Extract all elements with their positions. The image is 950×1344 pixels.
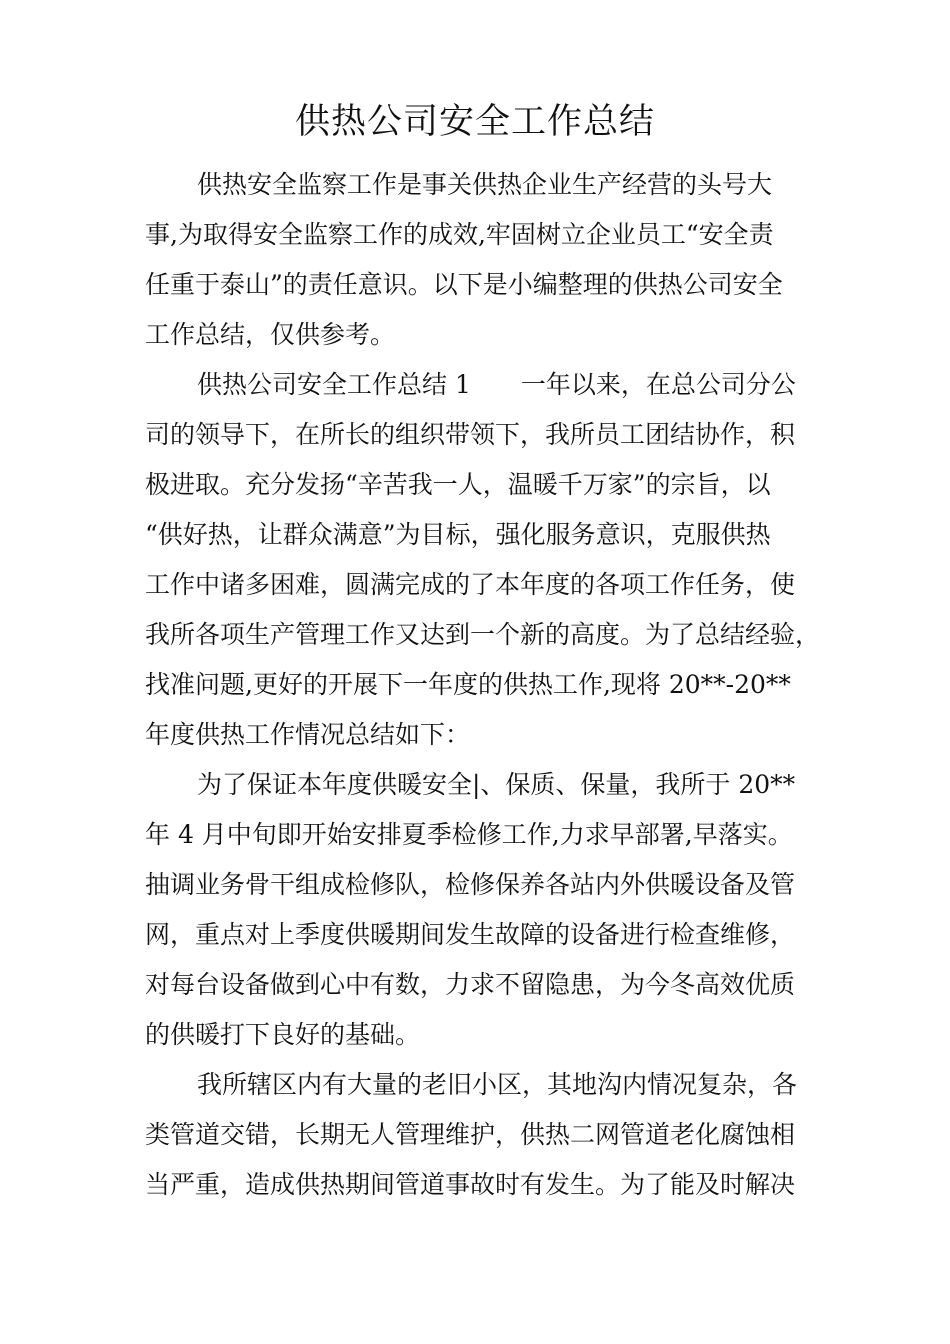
text-line xyxy=(145,360,835,410)
text-line: 司的领导下，在所长的组织带领下，我所员工团结协作，积 xyxy=(145,420,796,449)
text-line: 任重于泰山”的责任意识。以下是小编整理的供热公司安全 xyxy=(145,270,783,299)
text-line: 年度供热工作情况总结如下： xyxy=(145,720,471,749)
text-line: 抽调业务骨干组成检修队，检修保养各站内外供暖设备及管 xyxy=(145,870,796,899)
paragraph-maintenance xyxy=(145,760,835,1060)
text-line: “供好热，让群众满意”为目标，强化服务意识，克服供热 xyxy=(145,520,771,549)
paragraph-intro xyxy=(145,160,835,360)
text-line: 极进取。充分发扬“辛苦我一人，温暖千万家”的宗旨，以 xyxy=(145,470,771,499)
text-line: 事,为取得安全监察工作的成效,牢固树立企业员工“安全责 xyxy=(145,220,774,249)
paragraph-section-1 xyxy=(145,360,835,760)
text-line: 年 4 月中旬即开始安排夏季检修工作,力求早部署,早落实。 xyxy=(145,820,793,849)
text-line: 对每台设备做到心中有数，力求不留隐患，为今冬高效优质 xyxy=(145,970,796,999)
document-title: 供热公司安全工作总结 xyxy=(294,102,655,142)
text-line: 工作总结，仅供参考。 xyxy=(145,320,396,349)
text-line: 类管道交错，长期无人管理维护，供热二网管道老化腐蚀相 xyxy=(145,1120,796,1149)
text-line: 找准问题,更好的开展下一年度的供热工作,现将 20**-20** xyxy=(145,670,791,699)
text-line: 当严重，造成供热期间管道事故时有发生。为了能及时解决 xyxy=(145,1170,796,1199)
document-body xyxy=(145,160,835,1210)
text-line: 工作中诸多困难，圆满完成的了本年度的各项工作任务，使 xyxy=(145,570,796,599)
paragraph-old-districts xyxy=(145,1060,835,1210)
text-line: 网，重点对上季度供暖期间发生故障的设备进行检查维修， xyxy=(145,920,796,949)
text-run: 一年以来，在总公司分公 xyxy=(520,370,796,399)
text-line: 我所辖区内有大量的老旧小区，其地沟内情况复杂，各 xyxy=(197,1070,798,1099)
text-line: 的供暖打下良好的基础。 xyxy=(145,1020,421,1049)
text-line: 我所各项生产管理工作又达到一个新的高度。为了总结经验， xyxy=(145,620,821,649)
section-heading: 供热公司安全工作总结 1 xyxy=(197,370,471,399)
text-line: 供热安全监察工作是事关供热企业生产经营的头号大 xyxy=(197,170,773,199)
text-line: 为了保证本年度供暖安全|、保质、保量，我所于 20** xyxy=(197,770,796,799)
